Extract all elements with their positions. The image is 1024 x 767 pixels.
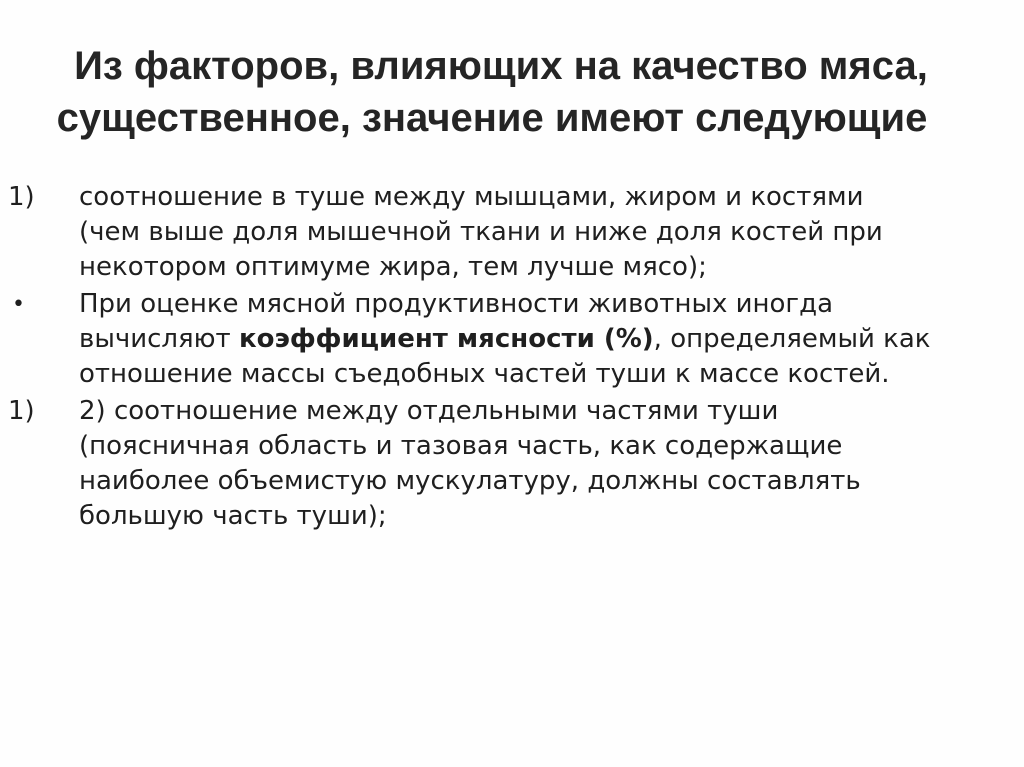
text-segment: , определяемый как bbox=[653, 324, 931, 354]
list-item-text-line: отношение массы съедобных частей туши к массе костей. bbox=[79, 359, 890, 389]
list-item-text-line: При оценке мясной продуктивности животных иногда bbox=[79, 289, 833, 319]
list-item-3 bbox=[0, 394, 1024, 534]
list-item-text-line: (чем выше доля мышечной ткани и ниже доля костей при bbox=[79, 217, 883, 247]
factor-list bbox=[0, 180, 1024, 536]
list-item-text-line: большую часть туши); bbox=[79, 501, 387, 531]
text-segment: вычисляют bbox=[79, 324, 239, 354]
list-item-1 bbox=[0, 180, 1024, 285]
list-item-text-line: соотношение в туше между мышцами, жиром и костями bbox=[79, 182, 864, 212]
list-item-text-line bbox=[79, 322, 984, 357]
list-item-text-line: наиболее объемистую мускулатуру, должны составлять bbox=[79, 466, 861, 496]
emphasized-term: коэффициент мясности (%) bbox=[238, 324, 654, 354]
bullet-marker: • bbox=[12, 292, 25, 317]
list-item-text-line: (поясничная область и тазовая часть, как содержащие bbox=[79, 431, 843, 461]
slide-title-line-2: существенное, значение имеют следующие bbox=[56, 96, 928, 140]
list-item-text-line: 2) соотношение между отдельными частями туши bbox=[79, 396, 779, 426]
slide-title-line-1: Из факторов, влияющих на качество мяса, bbox=[74, 44, 928, 88]
list-marker: 1) bbox=[8, 396, 35, 426]
slide-title bbox=[0, 40, 1024, 144]
list-item-text-line: некотором оптимуме жира, тем лучше мясо); bbox=[79, 252, 707, 282]
list-item-2 bbox=[0, 287, 1024, 392]
list-marker: 1) bbox=[8, 182, 35, 212]
